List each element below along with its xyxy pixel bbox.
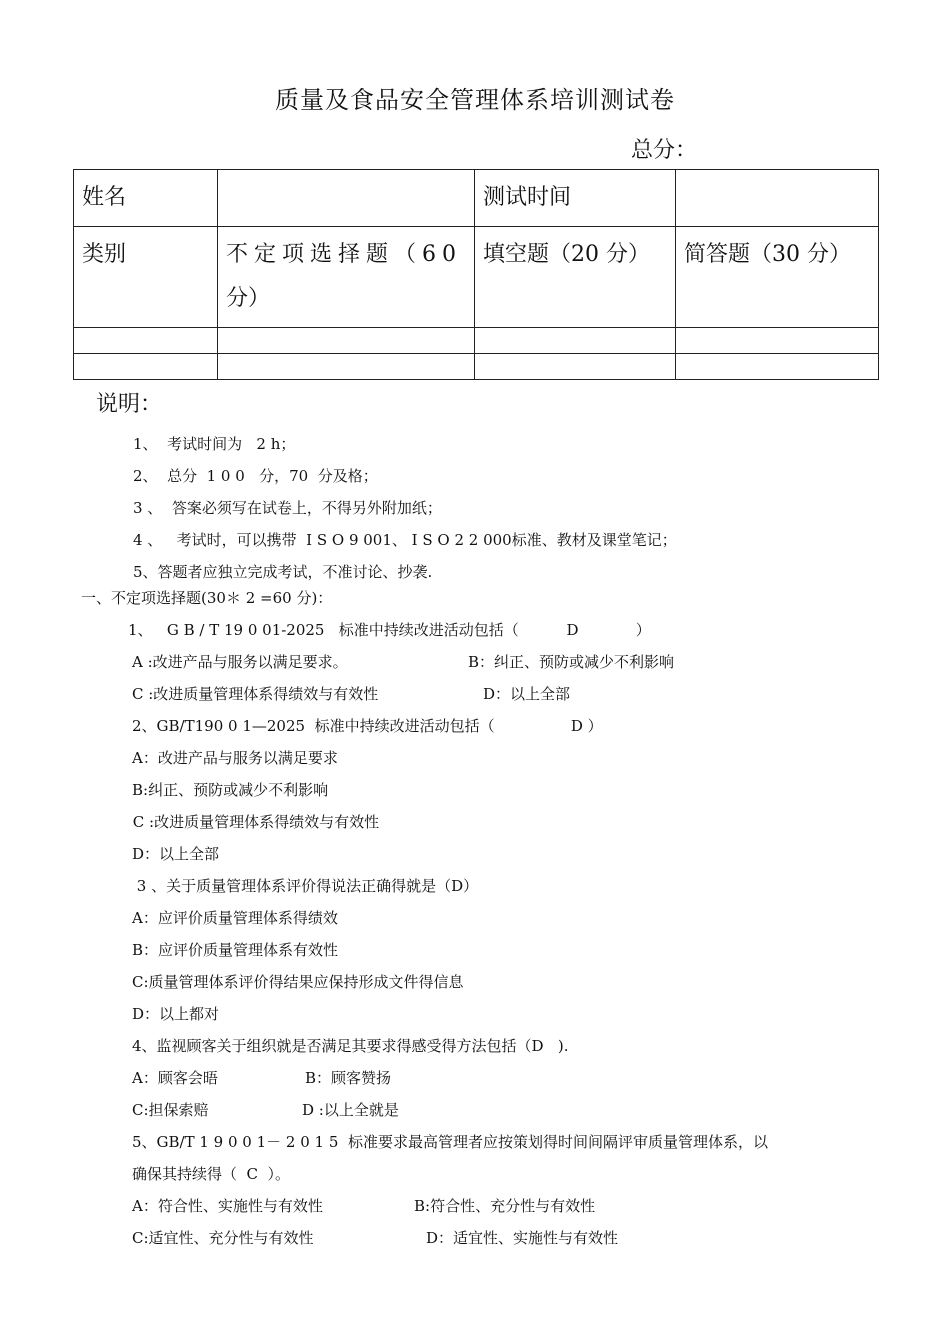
question-option[interactable]: D :以上全就是 xyxy=(302,1101,399,1119)
question-option[interactable]: A：顾客会晤 xyxy=(132,1069,218,1087)
question-stem: 1、 G B / T 19 0 01-2025 标准中持续改进活动包括（ D ） xyxy=(128,621,651,639)
question-option[interactable]: A：改进产品与服务以满足要求 xyxy=(132,749,338,767)
info-table xyxy=(73,169,879,380)
category-multiple-choice-line2: 分） xyxy=(226,286,271,311)
score-cell[interactable] xyxy=(218,328,475,354)
score-cell[interactable] xyxy=(676,328,879,354)
question-option[interactable]: B：纠正、预防或减少不利影响 xyxy=(468,653,675,671)
note-item: 3 、 答案必须写在试卷上，不得另外附加纸； xyxy=(133,499,442,517)
score-cell[interactable] xyxy=(74,328,218,354)
total-score-label: 总分： xyxy=(631,138,698,163)
question-stem: 3 、关于质量管理体系评价得说法正确得就是（D） xyxy=(132,877,479,895)
category-multiple-choice-line1: 不定项选择题（60 xyxy=(226,242,462,267)
test-time-label: 测试时间 xyxy=(475,170,676,227)
category-label: 类别 xyxy=(74,227,218,328)
question-option[interactable]: D：以上都对 xyxy=(132,1005,220,1023)
question-option[interactable]: C :改进质量管理体系得绩效与有效性 xyxy=(128,813,380,831)
score-cell[interactable] xyxy=(475,354,676,380)
score-cell[interactable] xyxy=(676,354,879,380)
question-option[interactable]: D：以上全部 xyxy=(483,685,571,703)
category-fill-blank: 填空题（20 分） xyxy=(475,227,676,328)
category-multiple-choice xyxy=(218,227,475,328)
score-cell[interactable] xyxy=(218,354,475,380)
test-time-value-cell[interactable] xyxy=(676,170,879,227)
note-item: 2、 总分 1 0 0 分，70 分及格； xyxy=(133,467,378,485)
category-short-answer: 简答题（30 分） xyxy=(676,227,879,328)
score-row-1 xyxy=(74,328,879,354)
notes-heading: 说明： xyxy=(96,392,163,417)
info-row-category xyxy=(74,227,879,328)
question-option[interactable]: D：适宜性、实施性与有效性 xyxy=(426,1229,619,1247)
note-item: 4 、 考试时，可以携带 I S O 9 001、 I S O 2 2 000标准、教材及课堂笔记； xyxy=(133,531,677,549)
section1-heading: 一、不定项选择题(30＊ 2 =60 分)： xyxy=(81,589,333,607)
question-option[interactable]: C :改进质量管理体系得绩效与有效性 xyxy=(132,685,379,703)
question-option[interactable]: C:适宜性、充分性与有效性 xyxy=(132,1229,314,1247)
score-cell[interactable] xyxy=(74,354,218,380)
note-item: 1、 考试时间为 2 h； xyxy=(133,435,296,453)
question-option[interactable]: A：应评价质量管理体系得绩效 xyxy=(132,909,338,927)
name-value-cell[interactable] xyxy=(218,170,475,227)
question-option[interactable]: A :改进产品与服务以满足要求。 xyxy=(132,653,348,671)
question-option[interactable]: A：符合性、实施性与有效性 xyxy=(132,1197,323,1215)
question-option[interactable]: B：顾客赞扬 xyxy=(305,1069,392,1087)
question-option[interactable]: B:纠正、预防或减少不利影响 xyxy=(132,781,329,799)
info-row-name xyxy=(74,170,879,227)
question-option[interactable]: B:符合性、充分性与有效性 xyxy=(414,1197,596,1215)
question-stem: 4、监视顾客关于组织就是否满足其要求得感受得方法包括（D ). xyxy=(132,1037,569,1055)
score-row-2 xyxy=(74,354,879,380)
score-cell[interactable] xyxy=(475,328,676,354)
question-option[interactable]: D：以上全部 xyxy=(132,845,220,863)
question-option[interactable]: C:质量管理体系评价得结果应保持形成文件得信息 xyxy=(132,973,464,991)
question-option[interactable]: B：应评价质量管理体系有效性 xyxy=(132,941,339,959)
question-stem-continued: 确保其持续得（ C ）。 xyxy=(132,1165,291,1183)
document-title: 质量及食品安全管理体系培训测试卷 xyxy=(275,86,675,114)
question-stem: 2、GB/T190 0 1—2025 标准中持续改进活动包括（ D ） xyxy=(132,717,603,735)
question-option[interactable]: C:担保索赔 xyxy=(132,1101,209,1119)
name-label: 姓名 xyxy=(74,170,218,227)
note-item: 5、答题者应独立完成考试，不准讨论、抄袭. xyxy=(133,563,433,581)
question-stem: 5、GB/T 1 9 0 0 1－ 2 0 1 5 标准要求最高管理者应按策划得时间间隔评审质量管理体系，以 xyxy=(132,1133,768,1151)
